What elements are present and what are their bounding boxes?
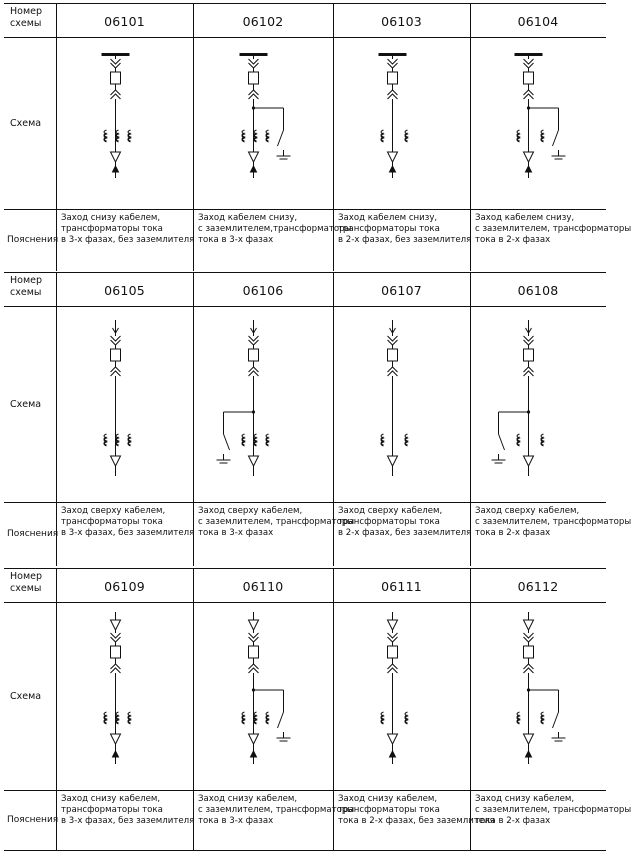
- earthing-switch-icon: [499, 434, 505, 450]
- chevron-down-icon: [388, 633, 398, 638]
- scheme-note: Заход сверху кабелем, с заземлителем, трансформаторы тока в 2-х фазах: [475, 506, 631, 538]
- scheme-number: 06108: [517, 283, 559, 298]
- chevron-up-icon: [249, 94, 259, 99]
- scheme-number: 06103: [381, 14, 422, 29]
- chevron-up-icon: [524, 371, 534, 376]
- cable-end-icon: [388, 152, 398, 162]
- arrow-up-icon: [526, 751, 532, 757]
- chevron-up-icon: [524, 94, 534, 99]
- arrow-up-icon: [390, 751, 396, 757]
- earthing-switch-icon: [553, 130, 559, 146]
- single-line-scheme: [56, 37, 193, 209]
- chevron-down-icon: [249, 59, 259, 64]
- busbar-icon: [102, 53, 130, 56]
- chevron-up-icon: [249, 668, 259, 673]
- scheme-note: Заход сверху кабелем, трансформаторы тока в 3-х фазах, без заземлителя: [61, 506, 195, 538]
- breaker-icon: [249, 72, 259, 84]
- scheme-note: Заход сверху кабелем, с заземлителем, трансформаторы тока в 3-х фазах: [198, 506, 355, 538]
- explanations-label: Пояснения: [7, 815, 59, 825]
- chevron-down-icon: [111, 336, 121, 341]
- cable-end-icon: [388, 620, 398, 630]
- single-line-scheme: [333, 37, 470, 209]
- arrow-up-icon: [113, 166, 119, 172]
- chevron-down-icon: [524, 59, 534, 64]
- chevron-up-icon: [249, 371, 259, 376]
- scheme-note: Заход снизу кабелем, трансформаторы тока в 3-х фазах, без заземлителя: [61, 213, 195, 245]
- cable-end-icon: [111, 456, 121, 466]
- chevron-up-icon: [388, 371, 398, 376]
- cable-end-icon: [524, 620, 534, 630]
- chevron-up-icon: [388, 668, 398, 673]
- single-line-scheme: [56, 602, 193, 790]
- earthing-switch-icon: [553, 712, 559, 728]
- scheme-note: Заход снизу кабелем, трансформаторы тока тока в 2-х фазах, без заземлителя: [338, 794, 495, 826]
- explanations-label: Пояснения: [7, 235, 59, 245]
- chevron-up-icon: [111, 371, 121, 376]
- chevron-up-icon: [111, 94, 121, 99]
- arrow-up-icon: [251, 751, 257, 757]
- cable-end-icon: [111, 620, 121, 630]
- chevron-up-icon: [388, 94, 398, 99]
- breaker-icon: [388, 646, 398, 658]
- scheme-note: Заход кабелем снизу, с заземлителем, трансформаторы тока в 2-х фазах: [475, 213, 631, 245]
- scheme-number: 06112: [517, 579, 559, 594]
- breaker-icon: [249, 646, 259, 658]
- earthing-switch-icon: [278, 130, 284, 146]
- chevron-down-icon: [524, 633, 534, 638]
- cable-end-icon: [524, 152, 534, 162]
- explanations-label: Пояснения: [7, 529, 59, 539]
- scheme-label: Схема: [10, 117, 42, 129]
- single-line-scheme: [193, 306, 333, 502]
- scheme-number: 06109: [104, 579, 145, 594]
- breaker-icon: [111, 349, 121, 361]
- arrow-up-icon: [390, 166, 396, 172]
- single-line-scheme: [193, 602, 333, 790]
- single-line-scheme: [470, 37, 606, 209]
- chevron-down-icon: [111, 59, 121, 64]
- breaker-icon: [111, 72, 121, 84]
- breaker-icon: [388, 72, 398, 84]
- scheme-label: Схема: [10, 398, 42, 410]
- chevron-down-icon: [524, 336, 534, 341]
- cable-end-icon: [249, 734, 259, 744]
- single-line-scheme: [193, 37, 333, 209]
- scheme-note: Заход снизу кабелем, трансформаторы тока в 3-х фазах, без заземлителя: [61, 794, 195, 826]
- scheme-note: Заход снизу кабелем, с заземлителем, трансформаторы тока в 2-х фазах: [475, 794, 631, 826]
- breaker-icon: [388, 349, 398, 361]
- chevron-down-icon: [249, 633, 259, 638]
- scheme-number: 06104: [517, 14, 559, 29]
- number-header-label: Номер схемы: [10, 275, 42, 298]
- breaker-icon: [524, 349, 534, 361]
- scheme-note: Заход кабелем снизу, с заземлителем,трансформаторы тока в 3-х фазах: [198, 213, 352, 245]
- arrow-up-icon: [526, 166, 532, 172]
- cable-end-icon: [249, 456, 259, 466]
- single-line-scheme: [333, 602, 470, 790]
- single-line-scheme: [470, 306, 606, 502]
- breaker-icon: [111, 646, 121, 658]
- busbar-icon: [240, 53, 268, 56]
- scheme-label: Схема: [10, 690, 42, 702]
- scheme-note: Заход сверху кабелем, трансформаторы тока в 2-х фазах, без заземлителя: [338, 506, 472, 538]
- scheme-number: 06106: [242, 283, 284, 298]
- cable-end-icon: [524, 734, 534, 744]
- busbar-icon: [379, 53, 407, 56]
- scheme-number: 06101: [104, 14, 145, 29]
- arrow-up-icon: [113, 751, 119, 757]
- scheme-number: 06110: [242, 579, 284, 594]
- scheme-note: Заход снизу кабелем, с заземлителем, трансформаторы тока в 3-х фазах: [198, 794, 355, 826]
- cable-end-icon: [111, 734, 121, 744]
- scheme-number: 06107: [381, 283, 422, 298]
- single-line-scheme: [56, 306, 193, 502]
- earthing-switch-icon: [278, 712, 284, 728]
- cable-end-icon: [388, 456, 398, 466]
- scheme-note: Заход кабелем снизу, трансформаторы тока в 2-х фазах, без заземлителя: [338, 213, 472, 245]
- chevron-down-icon: [111, 633, 121, 638]
- chevron-down-icon: [249, 336, 259, 341]
- cable-end-icon: [111, 152, 121, 162]
- chevron-down-icon: [388, 336, 398, 341]
- scheme-number: 06102: [242, 14, 284, 29]
- chevron-up-icon: [111, 668, 121, 673]
- breaker-icon: [524, 72, 534, 84]
- breaker-icon: [249, 349, 259, 361]
- chevron-up-icon: [524, 668, 534, 673]
- cable-end-icon: [388, 734, 398, 744]
- arrow-up-icon: [251, 166, 257, 172]
- number-header-label: Номер схемы: [10, 571, 42, 594]
- cable-end-icon: [524, 456, 534, 466]
- scheme-number: 06111: [381, 579, 422, 594]
- cable-end-icon: [249, 620, 259, 630]
- single-line-scheme: [470, 602, 606, 790]
- busbar-icon: [515, 53, 543, 56]
- chevron-down-icon: [388, 59, 398, 64]
- earthing-switch-icon: [224, 434, 230, 450]
- number-header-label: Номер схемы: [10, 6, 42, 29]
- breaker-icon: [524, 646, 534, 658]
- cable-end-icon: [249, 152, 259, 162]
- scheme-number: 06105: [104, 283, 145, 298]
- single-line-scheme: [333, 306, 470, 502]
